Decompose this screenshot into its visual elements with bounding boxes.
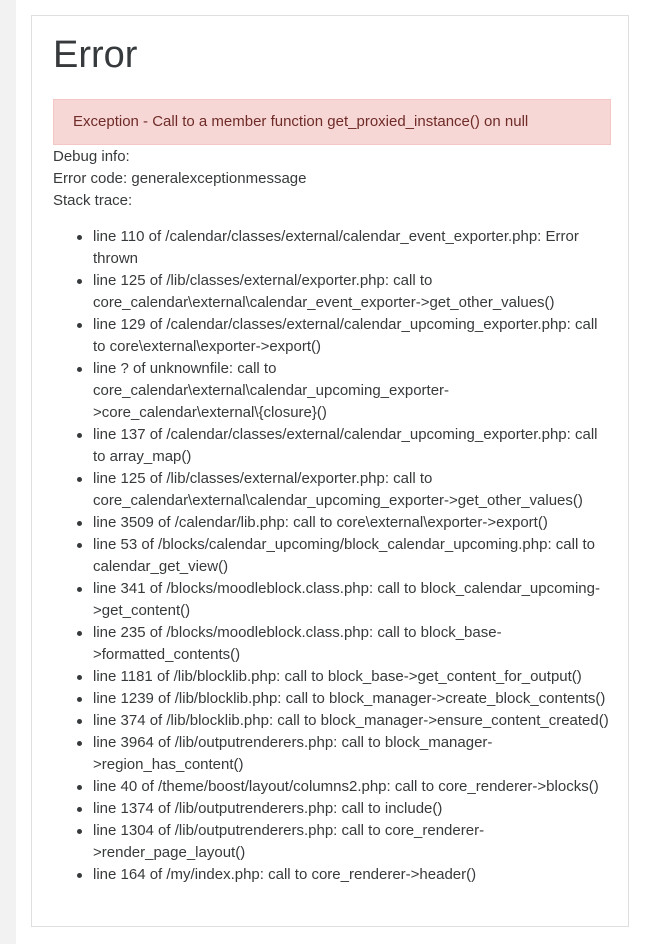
- stack-trace-item: line ? of unknownfile: call to core_calendar\external\calendar_upcoming_exporter->core_calendar\external\{closure}(): [93, 358, 613, 424]
- error-code: Error code: generalexceptionmessage: [53, 170, 307, 187]
- stack-trace-item: line 164 of /my/index.php: call to core_renderer->header(): [93, 864, 613, 886]
- error-card: [31, 15, 629, 927]
- error-alert: Exception - Call to a member function get_proxied_instance() on null: [53, 99, 611, 145]
- stack-trace-item: line 125 of /lib/classes/external/exporter.php: call to core_calendar\external\calendar_upcoming_exporter->get_other_values(): [93, 468, 613, 512]
- stack-trace-item: line 235 of /blocks/moodleblock.class.php: call to block_base->formatted_contents(): [93, 622, 613, 666]
- stack-trace-label: Stack trace:: [53, 192, 133, 209]
- stack-trace-item: line 137 of /calendar/classes/external/calendar_upcoming_exporter.php: call to array_map(): [93, 424, 613, 468]
- stack-trace-item: line 341 of /blocks/moodleblock.class.php: call to block_calendar_upcoming->get_content(): [93, 578, 613, 622]
- stack-trace-list: [53, 226, 611, 886]
- error-card-body: [53, 30, 611, 886]
- debug-info: [53, 146, 611, 212]
- debug-info-label: Debug info:: [53, 148, 130, 165]
- stack-trace-item: line 374 of /lib/blocklib.php: call to block_manager->ensure_content_created(): [93, 710, 613, 732]
- stack-trace-item: line 1181 of /lib/blocklib.php: call to block_base->get_content_for_output(): [93, 666, 613, 688]
- stack-trace-item: line 3964 of /lib/outputrenderers.php: call to block_manager->region_has_content(): [93, 732, 613, 776]
- stack-trace-item: line 1304 of /lib/outputrenderers.php: call to core_renderer->render_page_layout(): [93, 820, 613, 864]
- stack-trace-item: line 3509 of /calendar/lib.php: call to core\external\exporter->export(): [93, 512, 613, 534]
- stack-trace-item: line 53 of /blocks/calendar_upcoming/block_calendar_upcoming.php: call to calendar_get_view(): [93, 534, 613, 578]
- stack-trace-item: line 110 of /calendar/classes/external/calendar_event_exporter.php: Error thrown: [93, 226, 613, 270]
- stack-trace-item: line 129 of /calendar/classes/external/calendar_upcoming_exporter.php: call to core\external\exporter->export(): [93, 314, 613, 358]
- stack-trace-item: line 1374 of /lib/outputrenderers.php: call to include(): [93, 798, 613, 820]
- stack-trace-item: line 40 of /theme/boost/layout/columns2.php: call to core_renderer->blocks(): [93, 776, 613, 798]
- page: [16, 0, 651, 944]
- stack-trace-item: line 1239 of /lib/blocklib.php: call to block_manager->create_block_contents(): [93, 688, 613, 710]
- page-title: Error: [53, 34, 138, 76]
- stack-trace-item: line 125 of /lib/classes/external/exporter.php: call to core_calendar\external\calendar_event_exporter->get_other_values(): [93, 270, 613, 314]
